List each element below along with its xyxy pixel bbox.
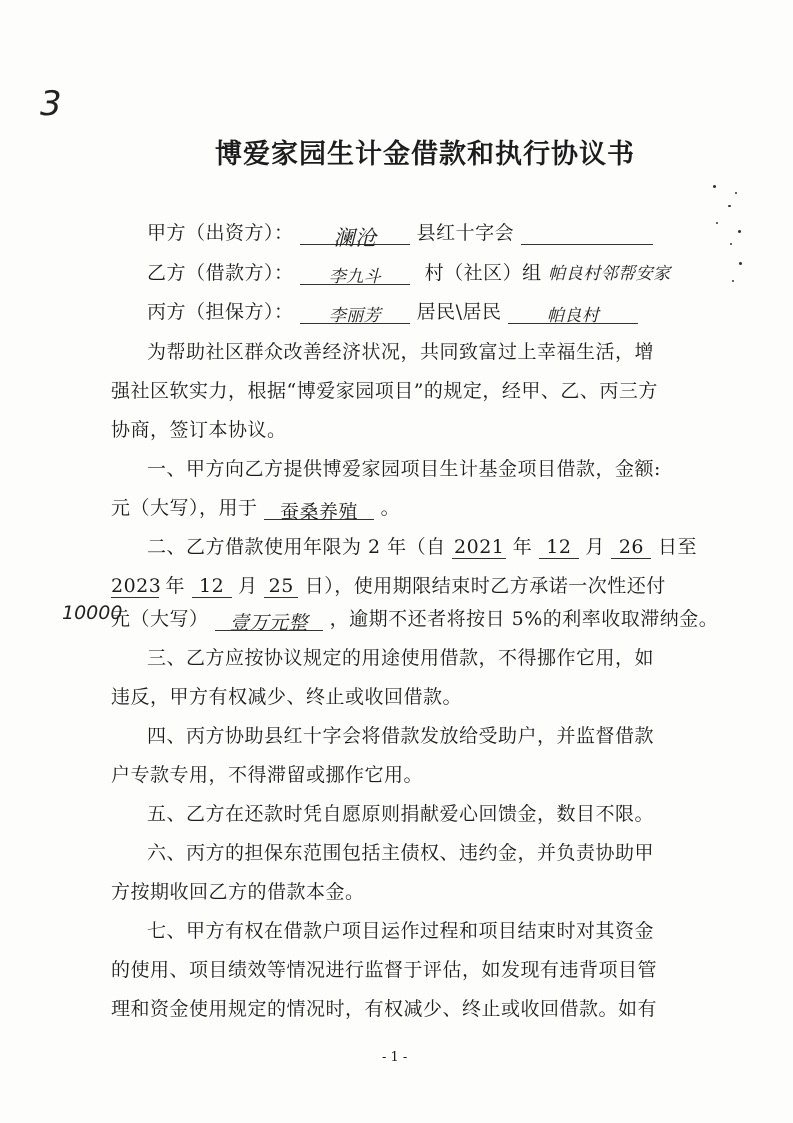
intro-line-2: 强社区软实力，根据“博爱家园项目”的规定，经甲、乙、丙三方 xyxy=(111,380,658,402)
page-mark: 3 xyxy=(40,84,62,124)
start-month-char: 月 xyxy=(585,536,605,558)
clause-2-line-2-suffix: 日），使用期限结束时乙方承诺一次性还付 xyxy=(304,575,666,597)
end-month-char: 月 xyxy=(238,575,258,597)
clause-7-line-3: 理和资金使用规定的情况时，有权减少、终止或收回借款。如有 xyxy=(111,998,658,1020)
party-c-name: 李丽芳 xyxy=(300,301,410,324)
party-a-row xyxy=(147,218,653,250)
start-day: 26 xyxy=(611,536,651,559)
amount-capital: 壹万元整 xyxy=(215,608,323,631)
party-a-blank xyxy=(521,222,653,245)
start-year-char: 年 xyxy=(512,536,533,558)
clause-5-line-1: 五、乙方在还款时凭自愿原则捐献爱心回馈金，数目不限。 xyxy=(147,803,655,825)
amount-handwritten: 10000 xyxy=(62,602,123,624)
party-c-suffix: 居民\居民 xyxy=(416,301,502,323)
end-year: 2023 xyxy=(111,575,162,597)
party-a-label: 甲方（出资方）： xyxy=(147,222,294,244)
clause-3-line-2: 违反，甲方有权减少、终止或收回借款。 xyxy=(111,686,463,708)
clause-4-line-1: 四、丙方协助县红十字会将借款发放给受助户，并监督借款 xyxy=(147,725,655,747)
page-number: - 1 - xyxy=(382,1050,408,1065)
start-month: 12 xyxy=(539,536,579,559)
clause-2-prefix: 二、乙方借款使用年限为 2 年（自 xyxy=(147,536,446,558)
party-b-row xyxy=(147,258,671,285)
party-b-suffix: 村（社区）组 xyxy=(424,262,542,284)
clause-2-line-1 xyxy=(147,532,697,559)
intro-line-1: 为帮助社区群众改善经济状况，共同致富过上幸福生活，增 xyxy=(147,341,655,363)
end-day: 25 xyxy=(264,575,298,598)
clause-2-line-3-prefix: 元（大写） xyxy=(111,608,209,630)
clause-1-line-1: 一、甲方向乙方提供博爱家园项目生计基金项目借款，金额: xyxy=(147,458,661,480)
clause-2-line-2 xyxy=(111,571,666,598)
party-b-name: 李九斗 xyxy=(300,262,410,285)
start-day-char: 日至 xyxy=(657,536,697,558)
clause-2-line-3 xyxy=(111,604,719,634)
clause-7-line-2: 的使用、项目绩效等情况进行监督于评估，如发现有违背项目管 xyxy=(111,959,658,981)
clause-6-line-1: 六、丙方的担保东范围包括主债权、违约金，并负责协助甲 xyxy=(147,842,655,864)
party-a-name: 澜沧 xyxy=(300,222,410,245)
end-year-char: 年 xyxy=(165,575,186,597)
party-b-address: 帕良村邻帮安家 xyxy=(548,264,671,284)
clause-3-line-1: 三、乙方应按协议规定的用途使用借款，不得挪作它用，如 xyxy=(147,647,655,669)
party-a-suffix: 县红十字会 xyxy=(416,222,515,244)
clause-1-line-2 xyxy=(111,493,401,523)
party-c-label: 丙方（担保方）： xyxy=(147,301,294,323)
clause-1-suffix: 。 xyxy=(380,497,401,519)
party-c-row xyxy=(147,297,638,324)
intro-line-3: 协商，签订本协议。 xyxy=(111,419,287,441)
loan-purpose: 蚕桑养殖 xyxy=(264,497,374,520)
clause-4-line-2: 户专款专用，不得滞留或挪作它用。 xyxy=(111,764,424,786)
start-year: 2021 xyxy=(454,536,505,558)
document-title: 博爱家园生计金借款和执行协议书 xyxy=(215,139,635,170)
clause-6-line-2: 方按期收回乙方的借款本金。 xyxy=(111,881,365,903)
party-b-label: 乙方（借款方）： xyxy=(147,262,294,284)
clause-1-prefix: 元（大写），用于 xyxy=(111,497,258,519)
clause-7-line-1: 七、甲方有权在借款户项目运作过程和项目结束时对其资金 xyxy=(147,920,655,942)
clause-2-line-3-suffix: ，逾期不还者将按日 5%的利率收取滞纳金。 xyxy=(329,608,719,630)
end-month: 12 xyxy=(192,575,232,598)
party-c-village: 帕良村 xyxy=(508,301,638,324)
